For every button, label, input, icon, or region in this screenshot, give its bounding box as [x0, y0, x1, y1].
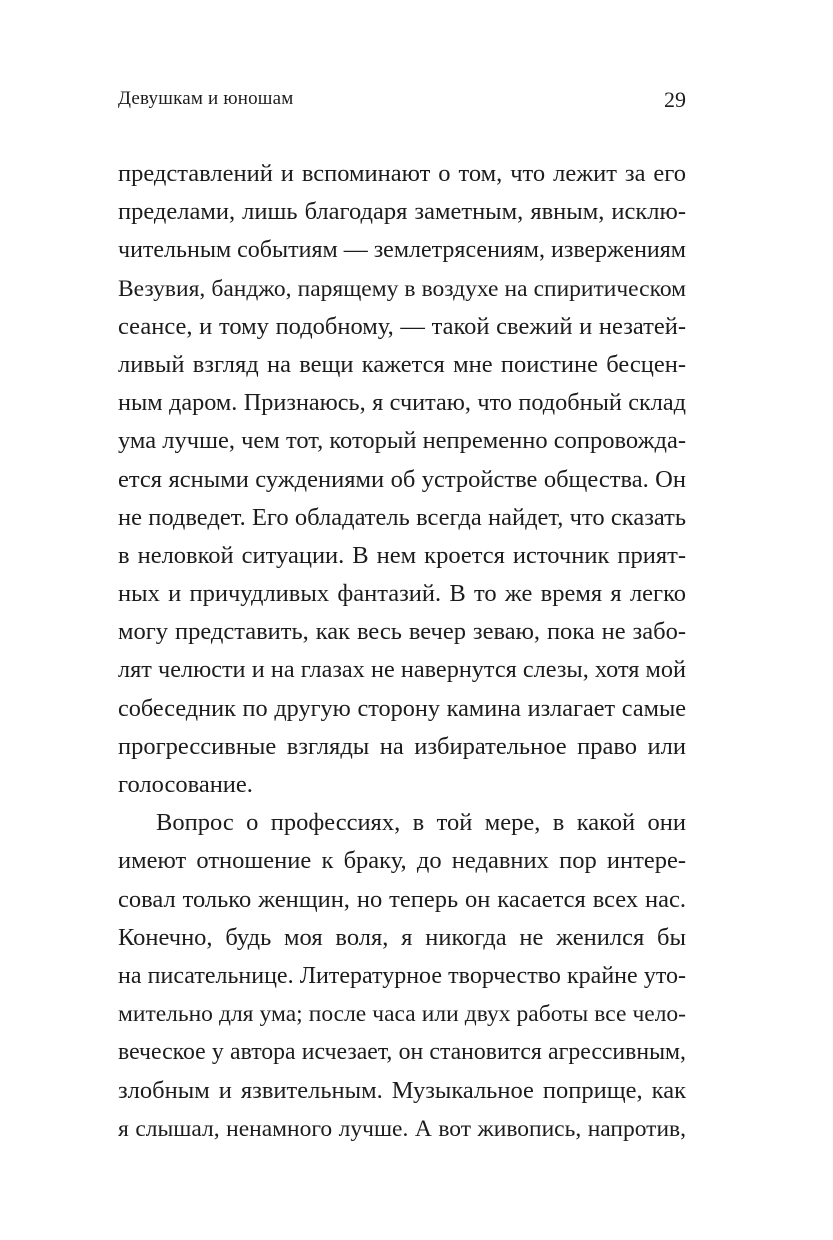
text-line: на писательнице. Литературное творчество крайне уто-	[118, 962, 686, 989]
text-line: сеансе, и тому подобному, — такой свежий и незатей-	[118, 312, 686, 340]
text-line: Конечно, будь моя воля, я никогда не женился бы	[118, 923, 686, 951]
text-line: прогрессивные взгляды на избирательное право или	[118, 732, 686, 760]
text-line: Везувия, банджо, парящему в воздухе на спиритическом	[118, 275, 686, 302]
page-number: 29	[664, 87, 686, 112]
text-line: имеют отношение к браку, до недавних пор интере-	[118, 847, 686, 875]
text-line: Вопрос о профессиях, в той мере, в какой они	[156, 809, 686, 837]
text-line: могу представить, как весь вечер зеваю, пока не забо-	[118, 618, 686, 646]
text-line: голосование.	[118, 771, 253, 798]
body-text	[118, 155, 686, 1148]
text-line: чительным событиям — землетрясениям, извержениям	[118, 237, 686, 264]
paragraph-2	[118, 804, 686, 1148]
text-line: злобным и язвительным. Музыкальное поприще, как	[118, 1076, 686, 1104]
text-line: собеседник по другую сторону камина излагает самые	[118, 694, 686, 722]
text-line: в неловкой ситуации. В нем кроется источник прият-	[118, 541, 686, 569]
text-line: лят челюсти и на глазах не навернутся слезы, хотя мой	[118, 656, 686, 684]
text-line: представлений и вспоминают о том, что лежит за его	[118, 160, 686, 187]
paragraph-1	[118, 155, 686, 804]
text-line: пределами, лишь благодаря заметным, явным, исклю-	[118, 198, 686, 226]
text-line: мительно для ума; после часа или двух работы все чело-	[118, 1001, 686, 1028]
running-head	[118, 88, 686, 118]
running-title: Девушкам и юношам	[118, 88, 294, 109]
text-line: веческое у автора исчезает, он становится агрессивным,	[118, 1039, 686, 1066]
text-line: ливый взгляд на вещи кажется мне поистине бесцен-	[118, 350, 686, 378]
text-line: ума лучше, чем тот, который непременно сопровожда-	[118, 427, 686, 455]
text-line: не подведет. Его обладатель всегда найдет, что сказать	[118, 503, 686, 531]
text-line: ется ясными суждениями об устройстве общества. Он	[118, 465, 686, 493]
text-line: ным даром. Признаюсь, я считаю, что подобный склад	[118, 389, 686, 417]
text-line: совал только женщин, но теперь он касается всех нас.	[118, 885, 686, 913]
text-line: ных и причудливых фантазий. В то же время я легко	[118, 580, 686, 608]
text-line: я слышал, ненамного лучше. А вот живопись, напротив,	[118, 1115, 686, 1142]
